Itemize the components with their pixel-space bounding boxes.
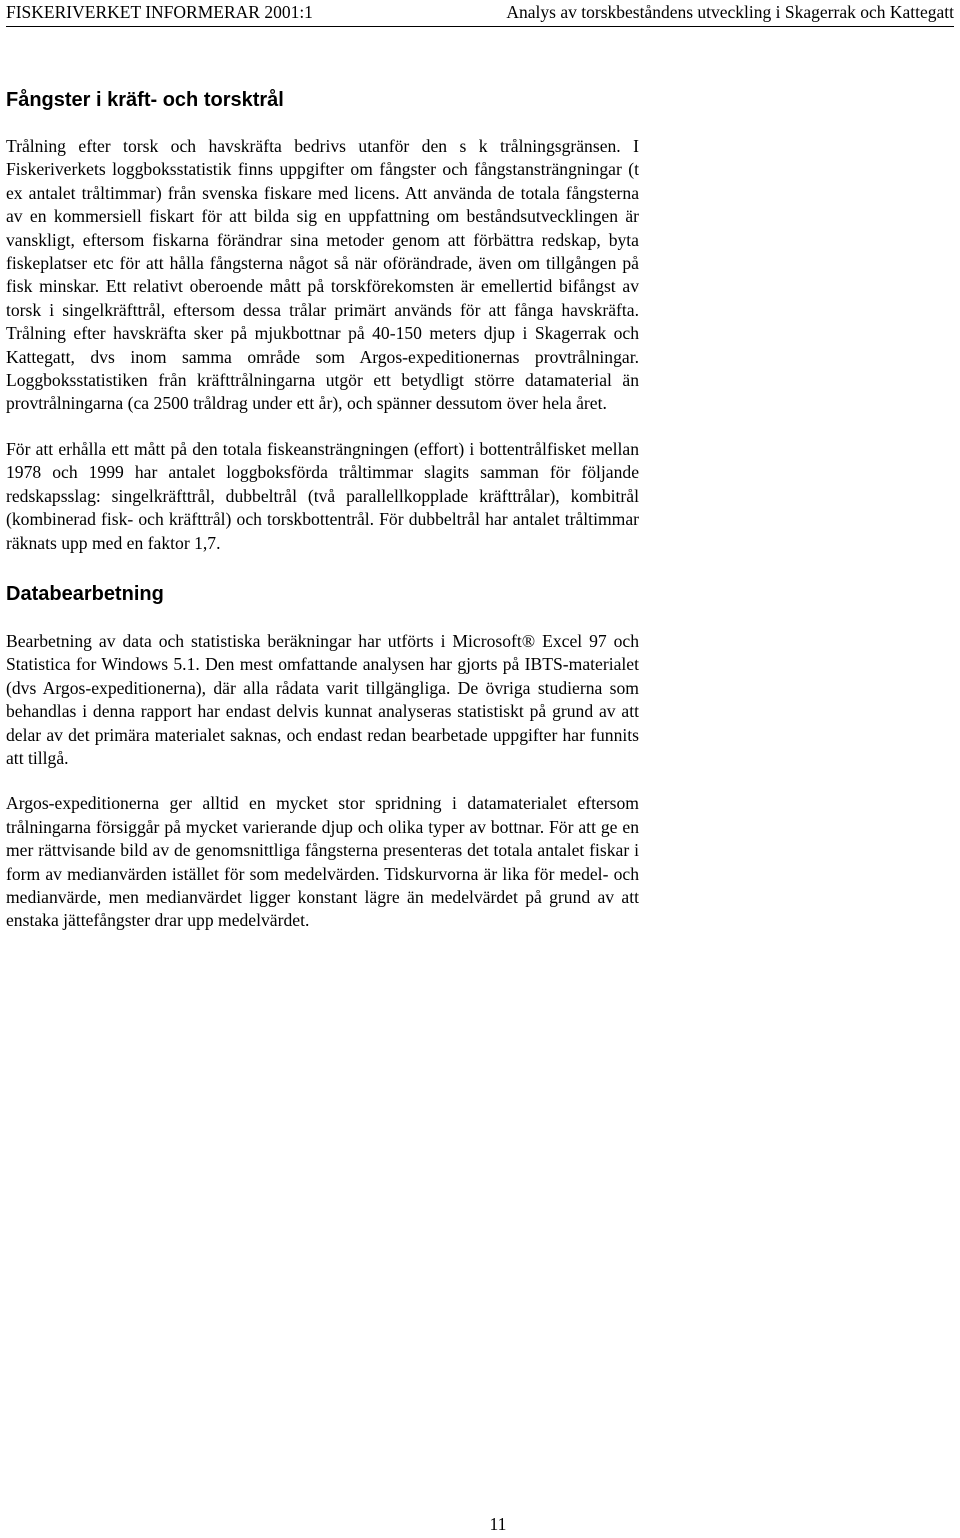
- body-paragraph: Argos-expeditionerna ger alltid en mycket stor spridning i datamaterialet eftersom trålningarna försiggår på mycket varierande djup och olika typer av bottnar. För att ge en mer rättvisande bild av de genomsnittliga fångsterna presenteras det totala antalet fiskar i form av medianvärden istället för som medelvärden. Tidskurvorna är lika för medel- och medianvärde, men medianvärdet ligger konstant lägre än medelvärdet på grund av att enstaka jättefångster drar upp medelvärdet.: [6, 793, 639, 931]
- page-number: 11: [489, 1514, 507, 1534]
- body-paragraph: För att erhålla ett mått på den totala fiskeansträngningen (effort) i bottentrålfisket mellan 1978 och 1999 har antalet loggboksförda tråltimmar slagits samman för följande redskapsslag: singelkräfttrål, dubbeltrål (två parallellkopplade kräfttrålar), kombitrål (kombinerad fisk- och kräfttrål) och torskbottentrål. För dubbeltrål har antalet tråltimmar räknats upp med en faktor 1,7.: [6, 438, 639, 553]
- header-report-title: Analys av torskbeståndens utveckling i Skagerrak och Kattegatt: [506, 2, 954, 22]
- body-paragraph: Trålning efter torsk och havskräfta bedrivs utanför den s k trålningsgränsen. I Fiskeriverkets loggboksstatistik finns uppgifter om fångster och fångstansträngningar (t ex antalet tråltimmar) från svenska fiskare med licens. Att använda de totala fångsterna av en kommersiell fiskart för att bilda sig en uppfattning om beståndsutvecklingen är vanskligt, eftersom fiskarna förändrar sina metoder genom att förbättra redskap, byta fiskeplatser etc för att hålla fångsterna något så när oförändrade, även om tillgången på fisk minskar. Ett relativt oberoende mått på torskförekomsten är emellertid bifångst av torsk i singelkräfttrål, eftersom dessa trålar primärt används för att fånga havskräfta. Trålning efter havskräfta sker på mjukbottnar på 40-150 meters djup i Skagerrak och Kattegatt, dvs inom samma område som Argos-expeditionernas provtrålningar. Loggboksstatistiken från kräfttrålningarna utgör ett betydligt större datamaterial än provtrålningarna (ca 2500 tråldrag under ett år), och spänner dessutom över hela året.: [6, 136, 639, 414]
- header-series-title: FISKERIVERKET INFORMERAR 2001:1: [6, 2, 313, 22]
- section-heading-catches: Fångster i kräft- och torsktrål: [6, 89, 284, 111]
- body-paragraph: Bearbetning av data och statistiska beräkningar har utförts i Microsoft® Excel 97 och Statistica for Windows 5.1. Den mest omfattande analysen har gjorts på IBTS-materialet (dvs Argos-expeditionerna), där alla rådata varit tillgängliga. De övriga studierna som behandlas i denna rapport har endast delvis kunnat analyseras statistiskt på grund av att delar av det primära materialet saknas, och endast redan bearbetade uppgifter har funnits att tillgå.: [6, 630, 639, 768]
- running-header: [6, 0, 954, 27]
- section-heading-data-processing: Databearbetning: [6, 582, 164, 605]
- main-content: [6, 88, 639, 933]
